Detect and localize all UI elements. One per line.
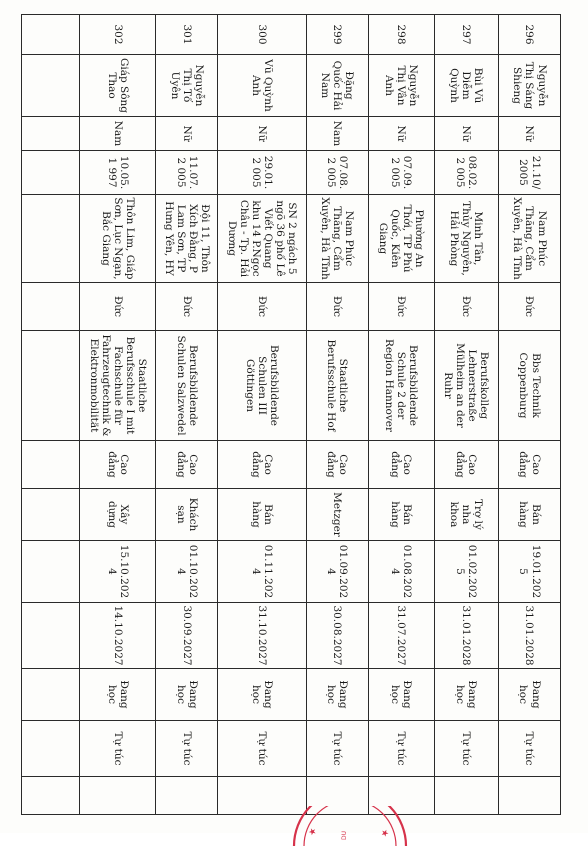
trade-cell: Bán hàng	[368, 489, 434, 541]
start-date-cell: 01.09.2024	[306, 541, 368, 603]
end-date-cell	[22, 603, 80, 669]
rotated-table-wrapper	[21, 14, 561, 814]
svg-text:★: ★	[307, 826, 319, 839]
funding-cell	[22, 721, 80, 777]
school-name-cell: Berufskolleg Lehnerstraße Mülheim an der Ruhr	[434, 331, 498, 441]
full-name-cell: Vũ Quỳnh Anh	[218, 55, 306, 117]
end-date-cell: 30.08.2027	[306, 603, 368, 669]
note-cell	[498, 777, 560, 815]
school-name-cell: Bbs Technik Coppenburg	[498, 331, 560, 441]
svg-text:DU: DU	[341, 830, 348, 840]
table-row	[498, 15, 560, 815]
education-level-cell: Cao đẳng	[368, 441, 434, 489]
education-level-cell: Cao đẳng	[80, 441, 156, 489]
address-cell: Thôn Lim, Giáp Sơn, Lục Ngạn, Bắc Giang	[80, 195, 156, 283]
table-row	[434, 15, 498, 815]
row-number-cell: 296	[498, 15, 560, 55]
end-date-cell: 31.10.2027	[218, 603, 306, 669]
row-number-cell: 299	[306, 15, 368, 55]
education-level-cell: Cao đẳng	[498, 441, 560, 489]
gender-cell: Nữ	[218, 117, 306, 151]
address-cell: Nam Phúc Thăng, Cẩm Xuyên, Hà Tĩnh	[498, 195, 560, 283]
study-status-cell: Đang học	[434, 669, 498, 721]
end-date-cell: 30.09.2027	[156, 603, 218, 669]
education-level-cell: Cao đẳng	[156, 441, 218, 489]
school-name-cell: Staatliche Berufsschule Hof	[306, 331, 368, 441]
date-of-birth-cell: 07.08.2 005	[306, 151, 368, 195]
full-name-cell	[22, 55, 80, 117]
start-date-cell: 01.11.2024	[218, 541, 306, 603]
start-date-cell: 19.01.2025	[498, 541, 560, 603]
date-of-birth-cell: 21.10/ 2005	[498, 151, 560, 195]
table-row	[22, 15, 80, 815]
funding-cell: Tự túc	[306, 721, 368, 777]
date-of-birth-cell: 29.01.2 005	[218, 151, 306, 195]
date-of-birth-cell: 07.09.2 005	[368, 151, 434, 195]
education-level-cell: Cao đẳng	[306, 441, 368, 489]
study-status-cell: Đang học	[306, 669, 368, 721]
destination-country-cell: Đức	[498, 283, 560, 331]
table-body	[22, 15, 561, 815]
full-name-cell: Bùi Vũ Diễm Quỳnh	[434, 55, 498, 117]
table-row	[156, 15, 218, 815]
date-of-birth-cell: 08.02.2 005	[434, 151, 498, 195]
start-date-cell: 01.10.2024	[156, 541, 218, 603]
student-roster-table	[21, 14, 561, 815]
table-row	[80, 15, 156, 815]
start-date-cell: 01.02.2025	[434, 541, 498, 603]
date-of-birth-cell: 10.05.1 997	[80, 151, 156, 195]
trade-cell: Trợ lý nha khoa	[434, 489, 498, 541]
funding-cell: Tự túc	[498, 721, 560, 777]
school-name-cell: Berufsbildende Schulen Salzwedel	[156, 331, 218, 441]
destination-country-cell: Đức	[368, 283, 434, 331]
note-cell	[80, 777, 156, 815]
study-status-cell: Đang học	[498, 669, 560, 721]
address-cell: Nam Phúc Thăng, Cẩm Xuyên, Hà Tĩnh	[306, 195, 368, 283]
full-name-cell: Nguyễn Thị Vân Anh	[368, 55, 434, 117]
end-date-cell: 31.01.2028	[498, 603, 560, 669]
start-date-cell: 15.10.2024	[80, 541, 156, 603]
table-row	[368, 15, 434, 815]
note-cell	[156, 777, 218, 815]
school-name-cell: Berufsbildende Schulen III Göttingen	[218, 331, 306, 441]
address-cell: Minh Tân, Thủy Nguyên, Hải Phòng	[434, 195, 498, 283]
end-date-cell: 31.01.2028	[434, 603, 498, 669]
address-cell: Đội 11, Thôn Xích Đằng, P Lam Sơn, TP Hưng Yên, HY	[156, 195, 218, 283]
trade-cell	[22, 489, 80, 541]
address-cell: Phường An Thới, TP Phú Quốc, Kiên Giang	[368, 195, 434, 283]
funding-cell: Tự túc	[368, 721, 434, 777]
gender-cell: Nữ	[498, 117, 560, 151]
full-name-cell: Nguyễn Thị Tố Uyên	[156, 55, 218, 117]
row-number-cell: 300	[218, 15, 306, 55]
study-status-cell	[22, 669, 80, 721]
gender-cell	[22, 117, 80, 151]
table-row	[306, 15, 368, 815]
gender-cell: Nữ	[434, 117, 498, 151]
study-status-cell: Đang học	[218, 669, 306, 721]
end-date-cell: 31.07.2027	[368, 603, 434, 669]
education-level-cell: Cao đẳng	[218, 441, 306, 489]
gender-cell: Nam	[80, 117, 156, 151]
date-of-birth-cell	[22, 151, 80, 195]
school-name-cell: Berufsbildende Schule 2 der Region Hannover	[368, 331, 434, 441]
school-name-cell: Staatliche Berufsschule I mit Fachschule für Fahrzeugtechnik & Elektronmobilität	[80, 331, 156, 441]
row-number-cell: 302	[80, 15, 156, 55]
study-status-cell: Đang học	[80, 669, 156, 721]
trade-cell: Bán hàng	[498, 489, 560, 541]
gender-cell: Nữ	[368, 117, 434, 151]
address-cell: SN 2 ngách 5 ngõ 36 phố Lê Viết Quang khu 14 P.Ngọc Châu - Tp. Hải Dương	[218, 195, 306, 283]
start-date-cell	[22, 541, 80, 603]
note-cell	[434, 777, 498, 815]
funding-cell: Tự túc	[156, 721, 218, 777]
trade-cell: Metzger	[306, 489, 368, 541]
destination-country-cell	[22, 283, 80, 331]
study-status-cell: Đang học	[368, 669, 434, 721]
destination-country-cell: Đức	[218, 283, 306, 331]
education-level-cell	[22, 441, 80, 489]
gender-cell: Nam	[306, 117, 368, 151]
destination-country-cell: Đức	[434, 283, 498, 331]
funding-cell: Tự túc	[80, 721, 156, 777]
end-date-cell: 14.10.2027	[80, 603, 156, 669]
row-number-cell	[22, 15, 80, 55]
red-seal-stamp	[290, 806, 410, 846]
destination-country-cell: Đức	[306, 283, 368, 331]
date-of-birth-cell: 11.07.2 005	[156, 151, 218, 195]
study-status-cell: Đang học	[156, 669, 218, 721]
full-name-cell: Giáp Sông Thao	[80, 55, 156, 117]
address-cell	[22, 195, 80, 283]
start-date-cell: 01.08.2024	[368, 541, 434, 603]
note-cell	[22, 777, 80, 815]
row-number-cell: 298	[368, 15, 434, 55]
funding-cell: Tự túc	[218, 721, 306, 777]
education-level-cell: Cao đẳng	[434, 441, 498, 489]
table-row	[218, 15, 306, 815]
svg-text:★: ★	[378, 827, 391, 841]
destination-country-cell: Đức	[80, 283, 156, 331]
gender-cell: Nữ	[156, 117, 218, 151]
row-number-cell: 301	[156, 15, 218, 55]
destination-country-cell: Đức	[156, 283, 218, 331]
trade-cell: Bán hàng	[218, 489, 306, 541]
funding-cell: Tự túc	[434, 721, 498, 777]
trade-cell: Xây dựng	[80, 489, 156, 541]
full-name-cell: Nguyễn Thị Sáng Shieng	[498, 55, 560, 117]
row-number-cell: 297	[434, 15, 498, 55]
trade-cell: Khách sạn	[156, 489, 218, 541]
full-name-cell: Đặng Quốc Hải Nam	[306, 55, 368, 117]
school-name-cell	[22, 331, 80, 441]
